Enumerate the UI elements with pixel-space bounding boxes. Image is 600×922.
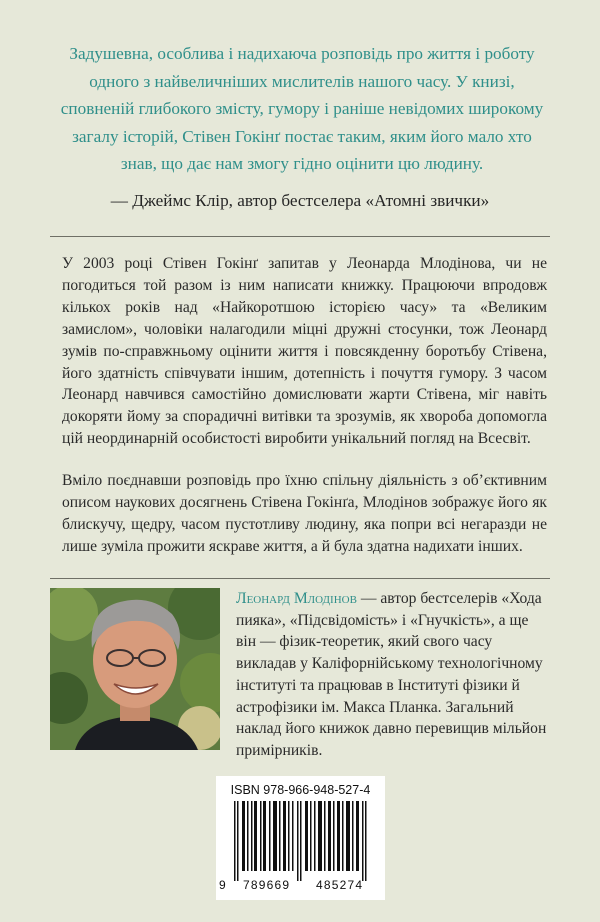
- description-paragraph-1: [62, 253, 547, 450]
- author-bio-text: — автор бестселерів «Хода пияка», «Підсвідомість» і «Гнучкість», а ще він — фізик-теоретик, який свого часу викладав у Каліфорнійському технологічному інституті та працював в Інституті фізики й астрофізики ім. Макса Планка. Загальний наклад його книжок давно перевищив мільйон примірників.: [236, 590, 547, 759]
- divider-bottom: [50, 578, 550, 579]
- barcode-bars: [225, 801, 375, 881]
- barcode-digits-left: 789669: [243, 878, 291, 892]
- author-bio: [236, 588, 551, 762]
- author-bio-paragraph: [236, 588, 551, 762]
- author-name: Леонард Млодінов: [236, 590, 357, 607]
- endorsement-attribution: — Джеймс Клір, автор бестселера «Атомні звички»: [110, 191, 490, 210]
- divider-top: [50, 236, 550, 237]
- description-paragraph-2: [62, 470, 547, 558]
- barcode-digit-first: 9: [219, 878, 226, 892]
- description-paragraph-2-text: Вміло поєднавши розповідь про їхню спільну діяльність з об’єктивним описом наукових досягнень Стівена Гокінґа, Млодінов зображує його як блискучу, щедру, часом пустотливу людину, яка попри всі негаразди не лише зуміла прожити яскраве життя, а й була здатна надихати інших.: [62, 472, 547, 555]
- author-photo: [50, 588, 220, 750]
- barcode-digits-right: 485274: [316, 878, 364, 892]
- isbn-label: ISBN 978-966-948-527-4: [230, 783, 371, 797]
- endorsement-quote: [58, 40, 546, 178]
- endorsement-quote-text: Задушевна, особлива і надихаюча розповідь про життя і роботу одного з найвеличніших мислителів нашого часу. У книзі, сповненій глибокого змісту, гумору і раніше невідомих широкому загалу історій, Стівен Гокінґ постає таким, яким його мало хто знав, що дає нам змогу гідно оцінити цю людину.: [60, 44, 544, 174]
- isbn-barcode: [216, 776, 385, 900]
- description-paragraph-1-text: У 2003 році Стівен Гокінґ запитав у Леонарда Млодінова, чи не погодиться той разом із ним написати книжку. Працюючи впродовж кількох років над «Найкоротшою історією часу» та «Великим замислом», чоловіки налагодили міцні дружні стосунки, тож Леонард зумів по-справжньому оцінити життя і повсякденну боротьбу Стівена, його здатність співчувати іншим, дотепність і почуття гумору. З часом Леонард навчився самостійно домислювати жарти Стівена, міг навіть докоряти йому за спорадичні витівки та зрозумів, як хвороба допомогла цій неординарній особистості виробити унікальний погляд на Всесвіт.: [62, 255, 547, 448]
